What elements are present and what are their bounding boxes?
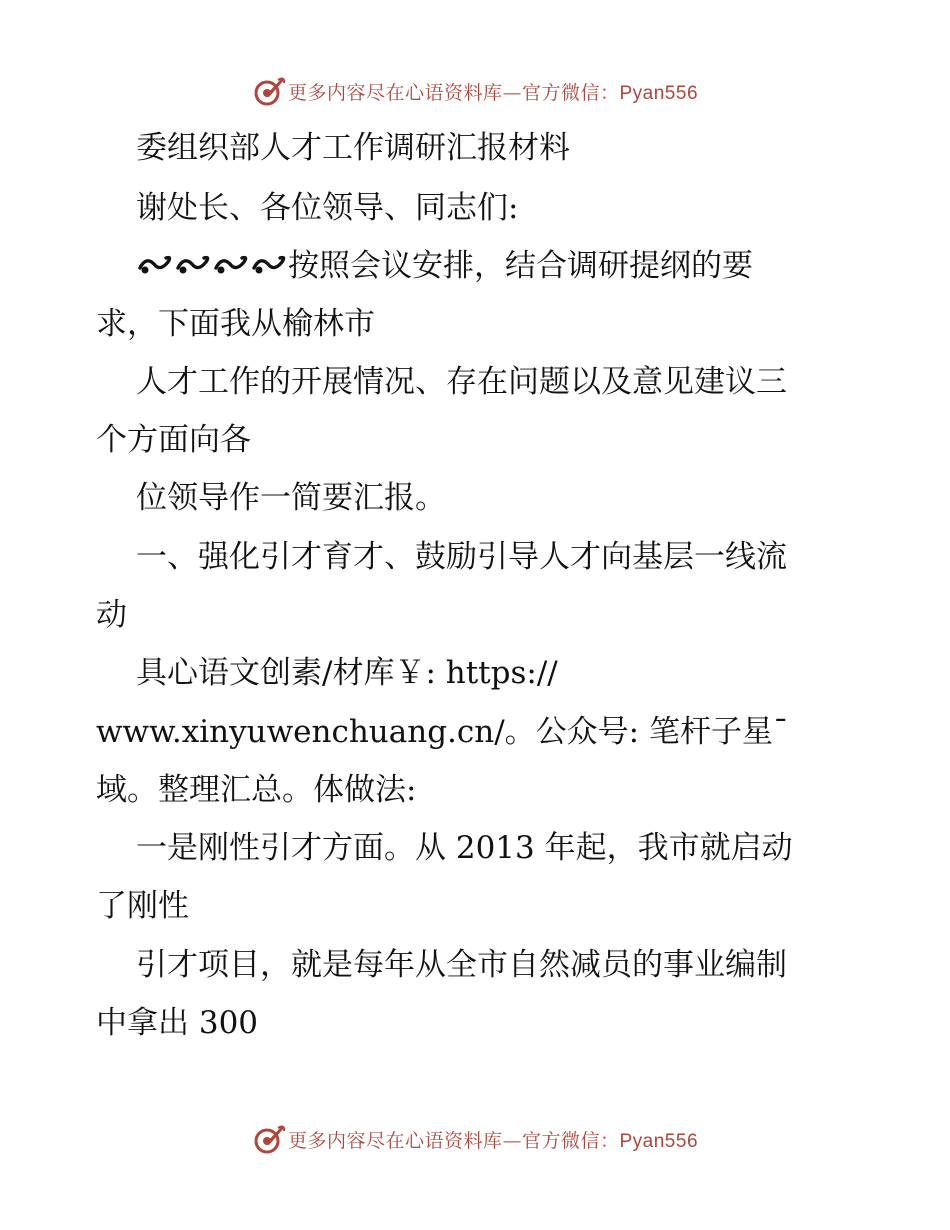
paragraph-line	[136, 246, 916, 286]
greeting: 谢处长、各位领导、同志们:	[136, 190, 519, 226]
paragraph-line: 具心语文创素/材库￥: https://	[136, 655, 558, 691]
paragraph-line: 人才工作的开展情况、存在问题以及意见建议三	[136, 364, 787, 400]
paragraph-line: 了刚性	[96, 888, 189, 924]
section-heading: 一、强化引才育才、鼓励引导人才向基层一线流	[136, 539, 787, 575]
section-heading-cont: 动	[96, 597, 127, 633]
footer-banner	[0, 1119, 950, 1159]
banner-text	[288, 78, 698, 105]
paragraph-text: 按照会议安排，结合调研提纲的要	[288, 248, 753, 284]
paragraph-line: 一是刚性引才方面。从 2013 年起，我市就启动	[136, 830, 793, 866]
banner-text	[288, 1126, 698, 1153]
paragraph-line: 位领导作一简要汇报。	[136, 480, 446, 516]
paragraph-line: 求，下面我从榆林市	[96, 306, 375, 342]
banner-official-label: 官方微信：	[521, 1129, 620, 1152]
paragraph-line: www.xinyuwenchuang.cn/。公众号: 笔杆子星¯	[96, 714, 789, 750]
banner-official-label: 官方微信：	[521, 81, 620, 104]
banner-dash: —	[502, 1129, 522, 1152]
banner-wechat-id: Pyan556	[619, 1130, 699, 1152]
banner-wechat-id: Pyan556	[619, 82, 699, 104]
paragraph-line: 个方面向各	[96, 422, 251, 458]
banner-dash: —	[502, 81, 522, 104]
banner-site-name: 更多内容尽在心语资料库	[287, 81, 503, 104]
document-title: 委组织部人才工作调研汇报材料	[136, 130, 570, 166]
header-banner	[0, 71, 950, 111]
paragraph-line: 引才项目，就是每年从全市自然减员的事业编制	[136, 947, 787, 983]
quill-logo-icon	[252, 74, 286, 108]
flourish-ornament-icon	[136, 250, 288, 280]
banner-site-name: 更多内容尽在心语资料库	[287, 1129, 503, 1152]
paragraph-line: 中拿出 300	[96, 1005, 259, 1041]
quill-logo-icon	[252, 1122, 286, 1156]
paragraph-line: 域。整理汇总。体做法:	[96, 772, 417, 808]
